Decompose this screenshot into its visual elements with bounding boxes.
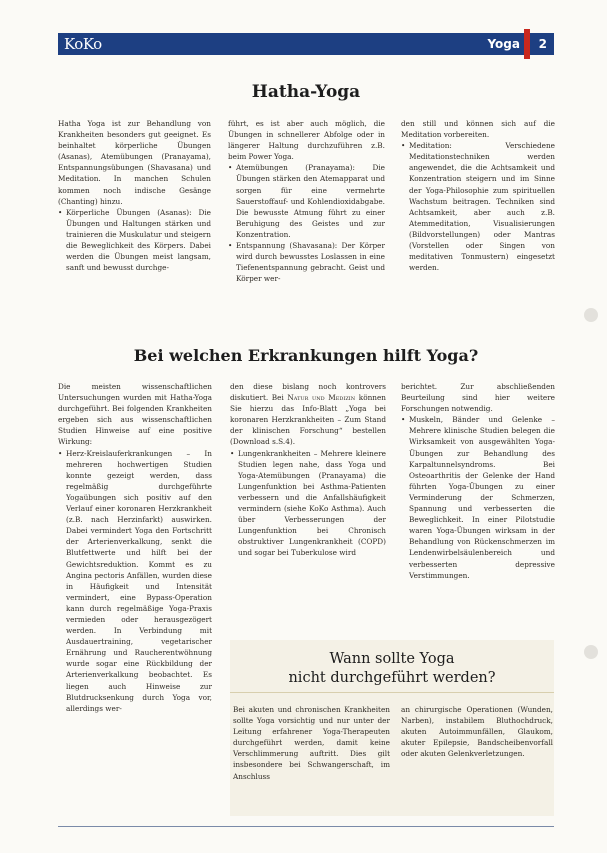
hatha-column-2 bbox=[228, 118, 385, 284]
koko-logo: KoKo bbox=[64, 35, 102, 53]
hatha-column-3 bbox=[401, 118, 555, 273]
contraindications-heading bbox=[230, 650, 554, 688]
diseases-bullet-heart: • Herz-Kreislauferkrankungen – In mehreren hochwertigen Studien konnte gezeigt werden, dass regelmäßig durchgeführte Yogaübungen sich positiv auf den Verlauf einer koronaren Herzkrankheit (z.B. nach Herzinfarkt) auswirken. Dabei vermindert Yoga den Fortschritt der Arterienverkalkung, senkt die Blutfettwerte und hilft bei der Gewichtsreduktion. Kommt es zu Angina pectoris Anfällen, wurden diese in Häufigkeit und Intensität vermindert, eine Bypass-Operation kann durch regelmäßige Yoga-Praxis vermieden oder herausgezögert werden. In Verbindung mit Ausdauertraining, vegetarischer Ernährung und Raucherentwöhnung wurde sogar eine Rückbildung der Arterienverkalkung beobachtet. Es liegen auch Hinweise zur Blutdrucksenkung durch Yoga vor, allerdings wer- bbox=[58, 448, 212, 714]
diseases-cont-text-a: den diese bislang noch kontrovers diskutiert. Bei bbox=[230, 382, 386, 403]
diseases-continuation-1 bbox=[230, 381, 386, 448]
diseases-bullet-lungs: • Lungenkrankheiten – Mehrere kleinere Studien legen nahe, dass Yoga und Yoga-Atemübungen (Pranayama) die Lungenfunktion bei Asthma-Patienten verbessern und die Anfallshäufigkeit vermindern (siehe KoKo Asthma). Auch über Verbesserungen der Lungenfunktion bei Chronisch obstruktiver Lungenkrankheit (COPD) und sogar bei Tuberkulose wird bbox=[230, 448, 386, 559]
diseases-column-3 bbox=[401, 381, 555, 581]
diseases-column-1 bbox=[58, 381, 212, 714]
hatha-intro: Hatha Yoga ist zur Behandlung von Krankheiten besonders gut geeignet. Es beinhaltet körperliche Übungen (Asanas), Atemübungen (Pranayama), Entspannungsübungen (Shavasana) und Meditation. In manchen Schulen kommen noch indische Gesänge (Chanting) hinzu. bbox=[58, 119, 211, 206]
section-label: Yoga bbox=[487, 37, 520, 51]
diseases-continuation-2: berichtet. Zur abschließenden Beurteilung sind hier weitere Forschungen notwendig. bbox=[401, 382, 555, 414]
hatha-bullet-pranayama: • Atemübungen (Pranayama): Die Übungen stärken den Atemapparat und sorgen für eine vermehrte Sauerstoffauf- und Kohlendioxidabgabe. Die bewusste Atmung führt zu einer Beruhigung des Geistes und zur Konzentration. bbox=[228, 162, 385, 240]
hatha-column-1 bbox=[58, 118, 211, 273]
hatha-bullet-meditation: • Meditation: Verschiedene Meditationstechniken werden angewendet, die die Achtsamkeit und Konzentration steigern und im Sinne der Yoga-Philosophie zum spirituellen Wachstum beitragen. Techniken sind Achtsamkeit, aber auch z.B. Atemmeditation, Visualisierungen (Bildvorstellungen) oder Mantras (Vorstellen oder Singen von meditativen Tonmustern) eingesetzt werden. bbox=[401, 140, 555, 273]
hatha-bullet-asanas: • Körperliche Übungen (Asanas): Die Übungen und Haltungen stärken und trainieren die Muskulatur und steigern die Beweglichkeit des Körpers. Dabei werden die Übungen meist langsam, sanft und bewusst durchge- bbox=[58, 207, 211, 274]
heading-hatha-yoga: Hatha-Yoga bbox=[251, 82, 361, 102]
diseases-intro: Die meisten wissenschaftlichen Untersuchungen wurden mit Hatha-Yoga durchgeführt. Bei folgenden Krankheiten ergeben sich aus wissenschaftlichen Studien Hinweise auf eine positive Wirkung: bbox=[58, 382, 212, 447]
hatha-continuation-2: den still und können sich auf die Meditation vorbereiten. bbox=[401, 119, 555, 140]
contraindications-column-1: Bei akuten und chronischen Krankheiten sollte Yoga vorsichtig und nur unter der Leitung erfahrener Yoga-Therapeuten durchgeführt werden, damit keine Verschlimmerung auftritt. Dies gilt insbesondere bei Schwangerschaft, im Anschluss bbox=[233, 705, 390, 781]
contraindications-heading-line-1: Wann sollte Yoga bbox=[329, 651, 455, 667]
box-divider bbox=[230, 692, 554, 693]
natur-und-medizin-name: Natur und Medizin bbox=[287, 393, 356, 403]
contraindications-heading-line-2: nicht durchgeführt werden? bbox=[288, 670, 496, 686]
diseases-bullet-muscles: • Muskeln, Bänder und Gelenke – Mehrere klinische Studien belegen die Wirksamkeit von ausgewählten Yoga-Übungen zur Behandlung des Karpaltunnelsyndroms. Bei Osteoarthritis der Gelenke der Hand führten Yoga-Übungen zu einer Verminderung der Schmerzen, Spannung und verbesserten die Beweglichkeit. In einer Pilotstudie waren Yoga-Übungen wirksam in der Behandlung von Rückenschmerzen im Lendenwirbelsäulenbereich und verbesserten depressive Verstimmungen. bbox=[401, 414, 555, 580]
punch-hole-top bbox=[584, 308, 598, 322]
punch-hole-bottom bbox=[584, 645, 598, 659]
contraindications-column-2: an chirurgische Operationen (Wunden, Narben), instabilem Bluthochdruck, akuten Autoimmunfällen, Glaukom, akuter Epilepsie, Bandscheibenvorfall oder akuten Gelenkverletzungen. bbox=[401, 705, 553, 759]
diseases-column-2 bbox=[230, 381, 386, 559]
footer-rule bbox=[58, 826, 554, 827]
page-number: 2 bbox=[538, 37, 547, 51]
diseases-cont-text-b: können Sie hierzu das Info-Blatt „Yoga bei koronaren Herzkrankheiten – Zum Stand der klinischen Forschung“ bestellen (Download s.S.4). bbox=[230, 393, 386, 447]
header-bar bbox=[58, 33, 554, 55]
section-marker bbox=[524, 29, 530, 59]
hatha-bullet-shavasana: • Entspannung (Shavasana): Der Körper wird durch bewusstes Loslassen in eine Tiefenentspannung gebracht. Geist und Körper wer- bbox=[228, 240, 385, 284]
hatha-continuation-1: führt, es ist aber auch möglich, die Übungen in schnellerer Abfolge oder in längerer Haltung durchzuführen z.B. beim Power Yoga. bbox=[228, 119, 385, 162]
heading-diseases: Bei welchen Erkrankungen hilft Yoga? bbox=[133, 346, 479, 365]
